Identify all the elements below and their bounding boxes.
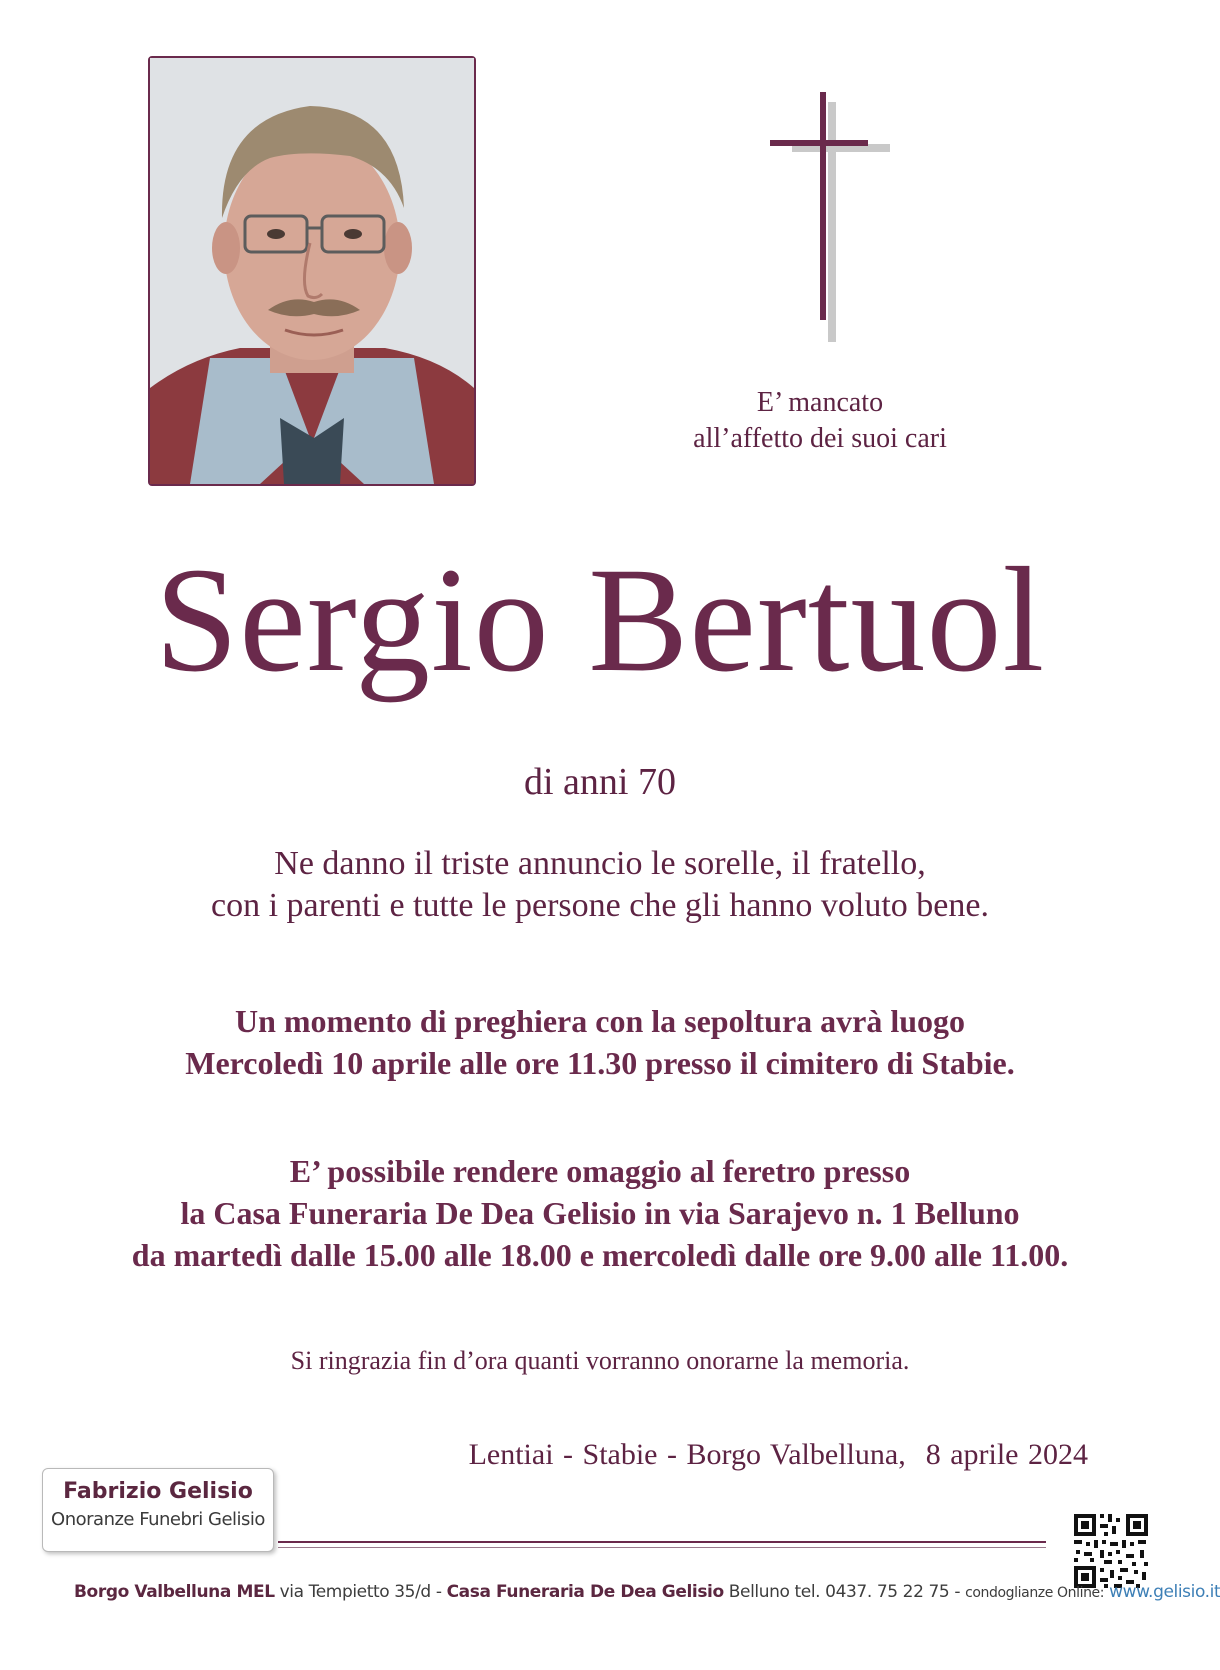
cross-icon: [770, 92, 890, 342]
footer-divider: [278, 1541, 1046, 1543]
prayer-line-1: Un momento di preghiera con la sepoltura avrà luogo: [234, 1003, 966, 1039]
website-link[interactable]: www.gelisio.it: [1109, 1582, 1220, 1602]
office1-address: via Tempietto 35/d -: [279, 1582, 442, 1602]
phone-number: tel. 0437. 75 22 75 -: [794, 1582, 961, 1602]
logo-name: Fabrizio Gelisio: [63, 1479, 253, 1504]
prayer-paragraph: [0, 1000, 1200, 1084]
place-and-date: [469, 1437, 1088, 1473]
intro-line-1: E’ mancato: [756, 387, 884, 418]
announcement-paragraph: [0, 843, 1200, 927]
office1-name: Borgo Valbelluna MEL: [74, 1582, 275, 1602]
prayer-line-2: Mercoledì 10 aprile alle ore 11.30 presso il cimitero di Stabie.: [185, 1045, 1015, 1081]
logo-subtitle: Onoranze Funebri Gelisio: [51, 1509, 265, 1530]
office2-city: Belluno: [728, 1582, 790, 1602]
homage-line-3: da martedì dalle 15.00 alle 18.00 e mercoledì dalle ore 9.00 alle 11.00.: [131, 1237, 1069, 1273]
thanks-text: Si ringrazia fin d’ora quanti vorranno onorarne la memoria.: [290, 1346, 910, 1375]
portrait-illustration: [150, 58, 474, 484]
homage-line-1: E’ possibile rendere omaggio al feretro presso: [289, 1153, 911, 1189]
qr-code-icon[interactable]: [1070, 1510, 1152, 1592]
announcement-line-1: Ne danno il triste annuncio le sorelle, il fratello,: [274, 845, 926, 882]
footer-divider-thin: [278, 1547, 1046, 1548]
portrait-photo: [148, 56, 476, 486]
homage-paragraph: [0, 1150, 1200, 1276]
intro-text: [620, 385, 1020, 457]
place-text: Lentiai - Stabie - Borgo Valbelluna,: [468, 1438, 906, 1471]
homage-line-2: la Casa Funeraria De Dea Gelisio in via Sarajevo n. 1 Belluno: [180, 1195, 1020, 1231]
funeral-home-logo: [42, 1468, 274, 1552]
deceased-name: Sergio Bertuol: [154, 537, 1046, 703]
date-text: 8 aprile 2024: [925, 1438, 1088, 1471]
age-text: di anni 70: [524, 761, 676, 803]
footer-contact-line: [74, 1580, 1220, 1605]
announcement-line-2: con i parenti e tutte le persone che gli hanno voluto bene.: [211, 887, 989, 924]
office2-name: Casa Funeraria De Dea Gelisio: [446, 1582, 724, 1602]
condolences-label: condoglianze Online:: [965, 1585, 1105, 1601]
intro-line-2: all’affetto dei suoi cari: [693, 423, 947, 454]
